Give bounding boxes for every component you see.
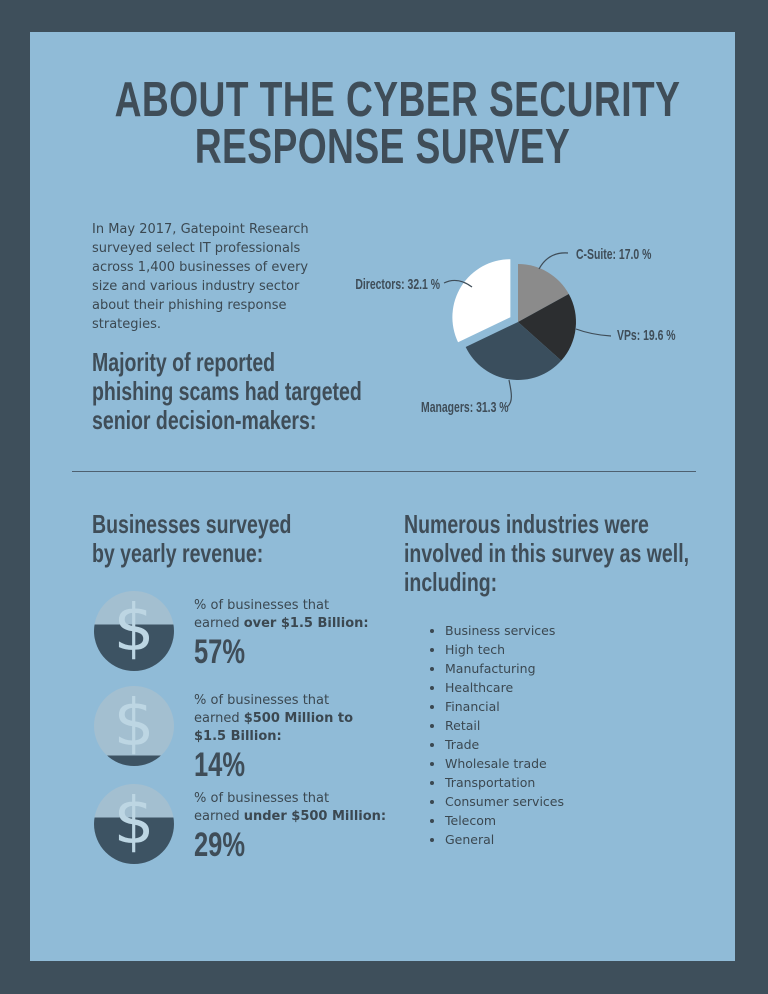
industry-item: • General — [445, 833, 564, 847]
pie-leader-line-c-suite — [539, 253, 568, 269]
revenue-item — [94, 591, 369, 671]
revenue-description: % of businesses that earned under $500 Million: — [194, 791, 387, 824]
industries-section-heading — [404, 510, 768, 597]
revenue-section-heading — [92, 510, 358, 568]
industry-item: • High tech — [445, 643, 564, 657]
intro-line: strategies. — [92, 317, 162, 332]
industry-item: • Telecom — [445, 814, 564, 828]
industries-heading-line: involved in this survey as well, — [404, 538, 690, 568]
page-title-line: RESPONSE SURVEY — [194, 120, 571, 174]
majority-heading — [92, 348, 452, 435]
majority-heading-line: Majority of reported — [92, 347, 276, 377]
intro-line: size and various industry sector — [92, 279, 300, 294]
revenue-item — [94, 784, 386, 864]
revenue-heading-line: Businesses surveyed — [92, 509, 292, 539]
industry-item: • Transportation — [445, 776, 564, 790]
intro-line: In May 2017, Gatepoint Research — [92, 222, 309, 237]
dollar-coin-icon — [94, 686, 174, 766]
dollar-sign-icon: $ — [113, 785, 155, 859]
industry-item: • Manufacturing — [445, 662, 564, 676]
revenue-item — [94, 686, 353, 782]
dollar-coin-icon — [94, 784, 174, 864]
pie-slice-directors — [452, 259, 510, 342]
content-area — [30, 32, 735, 961]
intro-line: across 1,400 businesses of every — [92, 260, 309, 275]
dollar-sign-icon: $ — [113, 592, 155, 666]
industry-item: • Financial — [445, 700, 564, 714]
industry-item: • Business services — [445, 624, 564, 638]
page-title-line: ABOUT THE CYBER SECURITY — [114, 73, 681, 127]
pie-label-directors: Directors: 32.1 % — [355, 276, 440, 293]
industry-item: • Retail — [445, 719, 564, 733]
page-title — [30, 73, 735, 174]
pie-label-vps: VPs: 19.6 % — [617, 327, 676, 344]
revenue-description: % of businesses that earned over $1.5 Billion: — [194, 598, 369, 631]
revenue-percent: 29% — [194, 826, 246, 864]
revenue-description: % of businesses that earned $500 Million to $1.5 Billion: — [194, 693, 354, 744]
dollar-sign-icon: $ — [113, 687, 155, 761]
industry-item: • Wholesale trade — [445, 757, 564, 771]
pie-label-managers: Managers: 31.3 % — [421, 399, 509, 416]
intro-line: surveyed select IT professionals — [92, 241, 301, 256]
industry-item: • Healthcare — [445, 681, 564, 695]
revenue-percent: 57% — [194, 633, 246, 671]
pie-leader-line-vps — [576, 329, 611, 336]
majority-heading-line: senior decision-makers: — [92, 405, 317, 435]
intro-paragraph — [92, 220, 382, 334]
pie-label-c-suite: C-Suite: 17.0 % — [576, 246, 652, 263]
industries-heading-line: including: — [404, 567, 498, 597]
intro-line: about their phishing response — [92, 298, 287, 313]
industries-list — [429, 624, 564, 852]
revenue-heading-line: by yearly revenue: — [92, 538, 264, 568]
revenue-percent: 14% — [194, 746, 246, 784]
industry-item: • Trade — [445, 738, 564, 752]
industries-heading-line: Numerous industries were — [404, 509, 649, 539]
industry-item: • Consumer services — [445, 795, 564, 809]
dollar-coin-icon — [94, 591, 174, 671]
majority-heading-line: phishing scams had targeted — [92, 376, 362, 406]
section-divider — [72, 471, 696, 472]
